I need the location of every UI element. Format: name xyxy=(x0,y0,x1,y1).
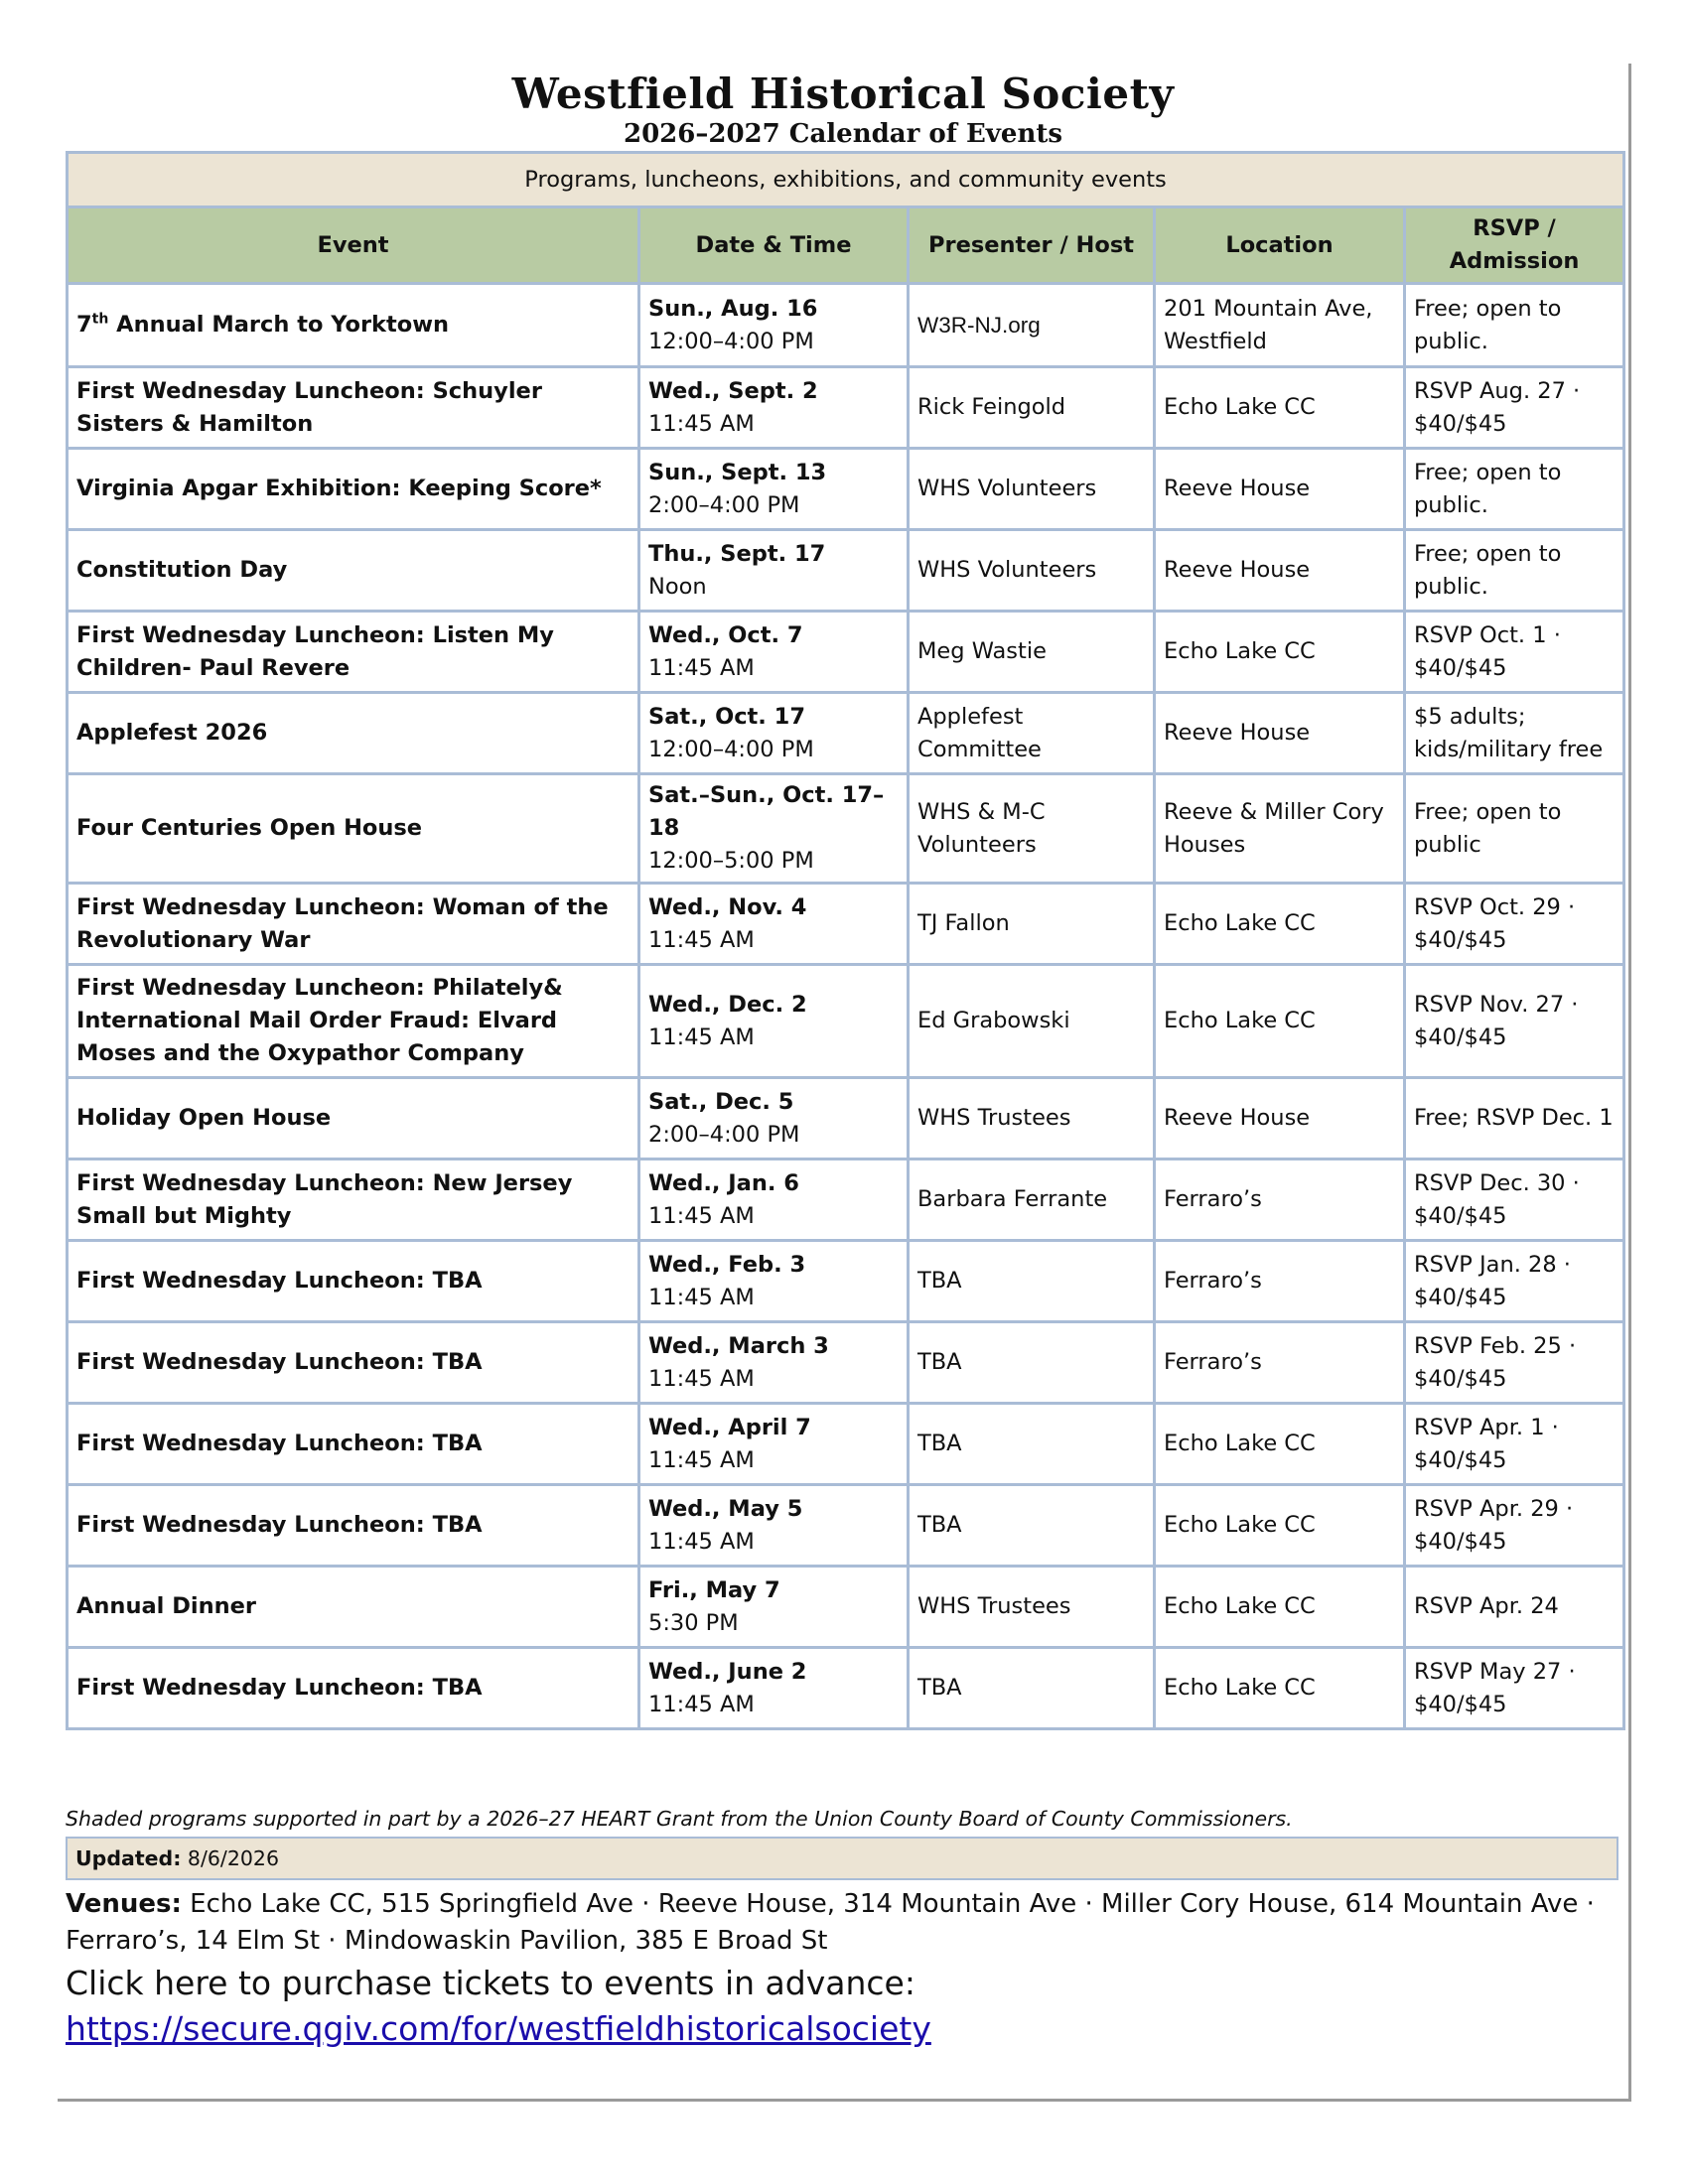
presenter-cell: WHS Trustees xyxy=(909,1567,1155,1648)
table-row xyxy=(68,1241,1624,1322)
event-cell xyxy=(68,367,639,449)
location-cell: Echo Lake CC xyxy=(1155,1567,1405,1648)
event-cell xyxy=(68,612,639,693)
date-time-cell xyxy=(639,1078,909,1160)
table-row xyxy=(68,1322,1624,1404)
presenter-cell: Barbara Ferrante xyxy=(909,1160,1155,1241)
event-date: Wed., Oct. 7 xyxy=(648,621,803,648)
event-cell xyxy=(68,774,639,884)
event-time: 12:00–4:00 PM xyxy=(648,736,814,762)
event-date: Wed., Sept. 2 xyxy=(648,377,818,404)
presenter-cell: Applefest Committee xyxy=(909,693,1155,774)
event-date: Wed., June 2 xyxy=(648,1658,807,1685)
event-cell xyxy=(68,693,639,774)
event-name: Applefest 2026 xyxy=(76,720,268,746)
table-row xyxy=(68,530,1624,612)
location-cell: 201 Mountain Ave, Westfield xyxy=(1155,284,1405,367)
table-row xyxy=(68,965,1624,1078)
date-time-cell xyxy=(639,530,909,612)
venues-list xyxy=(66,1886,1622,1960)
presenter-cell: WHS Volunteers xyxy=(909,530,1155,612)
column-header-presenter: Presenter / Host xyxy=(909,207,1155,284)
rsvp-cell: RSVP Oct. 1 · $40/$45 xyxy=(1405,612,1624,693)
event-date: Wed., Nov. 4 xyxy=(648,893,807,920)
presenter-cell: WHS & M-C Volunteers xyxy=(909,774,1155,884)
location-cell: Echo Lake CC xyxy=(1155,1648,1405,1729)
location-cell: Echo Lake CC xyxy=(1155,884,1405,965)
table-row xyxy=(68,449,1624,530)
table-row xyxy=(68,774,1624,884)
location-cell: Ferraro’s xyxy=(1155,1322,1405,1404)
date-time-cell xyxy=(639,1567,909,1648)
date-time-cell xyxy=(639,1241,909,1322)
event-time: 11:45 AM xyxy=(648,1284,755,1310)
page-subtitle: 2026–2027 Calendar of Events xyxy=(623,119,1062,149)
location-cell: Echo Lake CC xyxy=(1155,1485,1405,1567)
date-time-cell xyxy=(639,1404,909,1485)
event-time: 11:45 AM xyxy=(648,1024,755,1050)
event-time: 12:00–4:00 PM xyxy=(648,328,814,354)
event-time: 2:00–4:00 PM xyxy=(648,1121,800,1148)
column-header-location: Location xyxy=(1155,207,1405,284)
rsvp-cell: RSVP Feb. 25 · $40/$45 xyxy=(1405,1322,1624,1404)
presenter-cell: Meg Wastie xyxy=(909,612,1155,693)
event-date: Sat.–Sun., Oct. 17–18 xyxy=(648,782,885,841)
event-time: 11:45 AM xyxy=(648,1365,755,1392)
presenter-cell: W3R-NJ.org xyxy=(909,284,1155,367)
event-name: First Wednesday Luncheon: Woman of the Revolutionary War xyxy=(76,893,609,953)
date-time-cell xyxy=(639,367,909,449)
presenter-cell: WHS Trustees xyxy=(909,1078,1155,1160)
date-time-cell xyxy=(639,1648,909,1729)
rsvp-cell: RSVP Apr. 24 xyxy=(1405,1567,1624,1648)
rsvp-cell: Free; RSVP Dec. 1 xyxy=(1405,1078,1624,1160)
event-time: 11:45 AM xyxy=(648,654,755,681)
event-cell xyxy=(68,1648,639,1729)
events-table xyxy=(66,151,1625,1730)
event-time: 11:45 AM xyxy=(648,410,755,437)
event-cell xyxy=(68,1322,639,1404)
venues-text: Echo Lake CC, 515 Springfield Ave · Reeve House, 314 Mountain Ave · Miller Cory House, 614 Mountain Ave · Ferraro’s, 14 Elm St · Mindowaskin Pavilion, 385 E Broad St xyxy=(66,1889,1595,1956)
presenter-cell: TBA xyxy=(909,1404,1155,1485)
rsvp-cell: RSVP Dec. 30 · $40/$45 xyxy=(1405,1160,1624,1241)
event-date: Wed., April 7 xyxy=(648,1414,811,1440)
date-time-cell xyxy=(639,1485,909,1567)
event-cell xyxy=(68,449,639,530)
event-name: Constitution Day xyxy=(76,557,288,583)
event-time: 11:45 AM xyxy=(648,926,755,953)
table-row xyxy=(68,1160,1624,1241)
location-cell: Echo Lake CC xyxy=(1155,1404,1405,1485)
date-time-cell xyxy=(639,612,909,693)
rsvp-cell: Free; open to public xyxy=(1405,774,1624,884)
table-header-row xyxy=(68,207,1624,284)
event-time: 11:45 AM xyxy=(648,1528,755,1555)
rsvp-cell: RSVP Aug. 27 · $40/$45 xyxy=(1405,367,1624,449)
event-name: First Wednesday Luncheon: TBA xyxy=(76,1349,483,1375)
event-name: First Wednesday Luncheon: TBA xyxy=(76,1512,483,1538)
event-cell xyxy=(68,1160,639,1241)
event-name: Annual Dinner xyxy=(76,1593,256,1619)
table-row xyxy=(68,693,1624,774)
rsvp-cell: RSVP Nov. 27 · $40/$45 xyxy=(1405,965,1624,1078)
column-header-event: Event xyxy=(68,207,639,284)
event-date: Sun., Sept. 13 xyxy=(648,459,827,485)
presenter-cell: Ed Grabowski xyxy=(909,965,1155,1078)
event-cell xyxy=(68,884,639,965)
rsvp-cell: Free; open to public. xyxy=(1405,449,1624,530)
location-cell: Reeve House xyxy=(1155,530,1405,612)
event-cell xyxy=(68,1404,639,1485)
location-cell: Ferraro’s xyxy=(1155,1241,1405,1322)
table-row xyxy=(68,1567,1624,1648)
event-date: Sun., Aug. 16 xyxy=(648,295,818,322)
purchase-text: Click here to purchase tickets to events in advance: xyxy=(66,1964,915,2002)
date-time-cell xyxy=(639,284,909,367)
event-time: Noon xyxy=(648,573,707,600)
presenter-cell: WHS Volunteers xyxy=(909,449,1155,530)
event-date: Fri., May 7 xyxy=(648,1576,780,1603)
event-name: Annual March to Yorktown xyxy=(108,312,450,338)
event-cell xyxy=(68,284,639,367)
date-time-cell xyxy=(639,774,909,884)
presenter-cell: TBA xyxy=(909,1485,1155,1567)
presenter-cell: TBA xyxy=(909,1322,1155,1404)
table-row xyxy=(68,884,1624,965)
event-date: Wed., Jan. 6 xyxy=(648,1169,799,1196)
table-row xyxy=(68,1078,1624,1160)
date-time-cell xyxy=(639,1160,909,1241)
table-row xyxy=(68,1485,1624,1567)
column-header-rsvp: RSVP / Admission xyxy=(1405,207,1624,284)
event-cell xyxy=(68,530,639,612)
location-cell: Echo Lake CC xyxy=(1155,965,1405,1078)
rsvp-cell: RSVP Oct. 29 · $40/$45 xyxy=(1405,884,1624,965)
table-row xyxy=(68,1404,1624,1485)
event-name: First Wednesday Luncheon: Schuyler Sisters & Hamilton xyxy=(76,377,542,437)
event-date: Wed., March 3 xyxy=(648,1332,829,1359)
date-time-cell xyxy=(639,449,909,530)
rsvp-cell: RSVP May 27 · $40/$45 xyxy=(1405,1648,1624,1729)
updated-bar xyxy=(66,1837,1618,1880)
event-name: Four Centuries Open House xyxy=(76,815,423,841)
location-cell: Reeve House xyxy=(1155,449,1405,530)
event-cell xyxy=(68,1567,639,1648)
rsvp-cell: RSVP Jan. 28 · $40/$45 xyxy=(1405,1241,1624,1322)
event-date: Wed., May 5 xyxy=(648,1495,803,1522)
table-row xyxy=(68,284,1624,367)
event-name: First Wednesday Luncheon: TBA xyxy=(76,1431,483,1456)
updated-label: Updated: xyxy=(75,1846,182,1870)
event-date: Sat., Dec. 5 xyxy=(648,1088,794,1115)
location-cell: Reeve & Miller Cory Houses xyxy=(1155,774,1405,884)
column-header-date-time: Date & Time xyxy=(639,207,909,284)
event-name: First Wednesday Luncheon: Philately& International Mail Order Fraud: Elvard Moses and the Oxypathor Company xyxy=(76,975,563,1066)
location-cell: Reeve House xyxy=(1155,1078,1405,1160)
location-cell: Ferraro’s xyxy=(1155,1160,1405,1241)
presenter-cell: Rick Feingold xyxy=(909,367,1155,449)
location-cell: Echo Lake CC xyxy=(1155,367,1405,449)
updated-date: 8/6/2026 xyxy=(181,1846,279,1870)
event-date: Sat., Oct. 17 xyxy=(648,703,805,730)
event-date: Wed., Dec. 2 xyxy=(648,991,807,1018)
date-time-cell xyxy=(639,693,909,774)
rsvp-cell: RSVP Apr. 29 · $40/$45 xyxy=(1405,1485,1624,1567)
event-name: First Wednesday Luncheon: New Jersey Small but Mighty xyxy=(76,1169,573,1229)
date-time-cell xyxy=(639,965,909,1078)
event-time: 11:45 AM xyxy=(648,1202,755,1229)
event-time: 11:45 AM xyxy=(648,1691,755,1717)
event-name: First Wednesday Luncheon: TBA xyxy=(76,1268,483,1294)
page-title: Westfield Historical Society xyxy=(511,69,1175,118)
location-cell: Echo Lake CC xyxy=(1155,612,1405,693)
presenter-cell: TJ Fallon xyxy=(909,884,1155,965)
table-row xyxy=(68,612,1624,693)
table-row xyxy=(68,367,1624,449)
rsvp-cell: Free; open to public. xyxy=(1405,530,1624,612)
event-cell xyxy=(68,965,639,1078)
event-time: 11:45 AM xyxy=(648,1446,755,1473)
rsvp-cell: RSVP Apr. 1 · $40/$45 xyxy=(1405,1404,1624,1485)
event-time: 12:00–5:00 PM xyxy=(648,848,814,874)
event-date: Thu., Sept. 17 xyxy=(648,540,826,567)
date-time-cell xyxy=(639,884,909,965)
event-time: 5:30 PM xyxy=(648,1609,739,1636)
location-cell: Reeve House xyxy=(1155,693,1405,774)
purchase-section xyxy=(66,1961,1622,2052)
document-page xyxy=(58,64,1631,2102)
event-name: Holiday Open House xyxy=(76,1105,332,1131)
event-name: Virginia Apgar Exhibition: Keeping Score* xyxy=(76,476,602,501)
grant-note: Shaded programs supported in part by a 2026–27 HEART Grant from the Union County Board of County Commissioners. xyxy=(66,1807,1293,1831)
event-time: 2:00–4:00 PM xyxy=(648,491,800,518)
event-name: First Wednesday Luncheon: TBA xyxy=(76,1675,483,1701)
table-banner: Programs, luncheons, exhibitions, and community events xyxy=(68,153,1624,207)
table-banner-row xyxy=(68,153,1624,207)
purchase-link[interactable]: https://secure.qgiv.com/for/westfieldhistoricalsociety xyxy=(66,2009,931,2048)
event-cell xyxy=(68,1241,639,1322)
event-ordinal-suffix: th xyxy=(91,311,109,328)
event-name: First Wednesday Luncheon: Listen My Children- Paul Revere xyxy=(76,621,554,681)
event-ordinal: 7 xyxy=(76,312,92,338)
presenter-cell: TBA xyxy=(909,1241,1155,1322)
event-cell xyxy=(68,1078,639,1160)
presenter-cell: TBA xyxy=(909,1648,1155,1729)
event-cell xyxy=(68,1485,639,1567)
rsvp-cell: Free; open to public. xyxy=(1405,284,1624,367)
date-time-cell xyxy=(639,1322,909,1404)
event-date: Wed., Feb. 3 xyxy=(648,1251,806,1278)
table-row xyxy=(68,1648,1624,1729)
rsvp-cell: $5 adults; kids/military free xyxy=(1405,693,1624,774)
venues-label: Venues: xyxy=(66,1889,182,1919)
